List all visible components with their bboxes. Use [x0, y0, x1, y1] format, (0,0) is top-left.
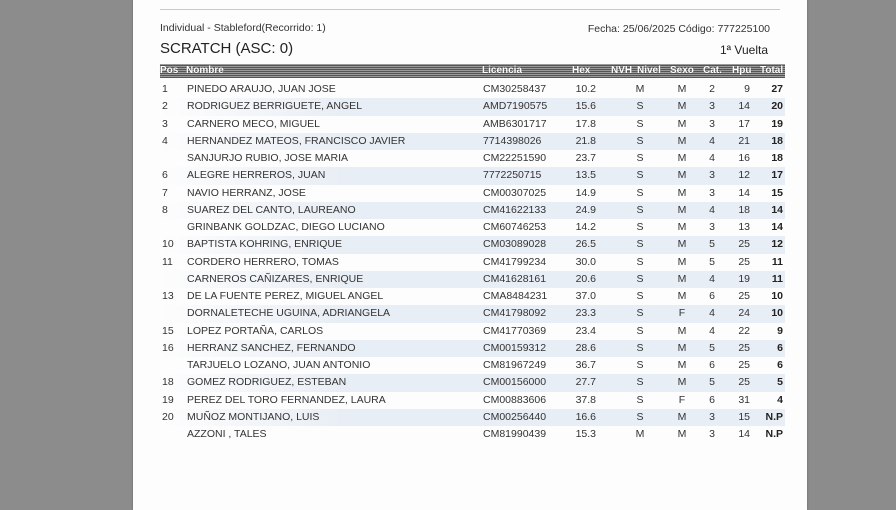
row-sex: M [677, 134, 687, 147]
row-total: 19 [771, 117, 783, 130]
row-level: S [636, 324, 644, 337]
table-row [160, 116, 785, 133]
row-sex: M [677, 341, 687, 354]
table-row [160, 426, 785, 443]
row-position: 10 [162, 238, 174, 251]
row-total: 6 [777, 341, 783, 354]
table-row [160, 150, 785, 167]
row-total: 14 [771, 203, 783, 216]
table-row [160, 271, 785, 288]
row-playing-handicap: 14 [738, 186, 750, 199]
row-level: S [636, 203, 644, 216]
row-handicap-exact: 15.6 [575, 100, 596, 113]
round-label: 1ª Vuelta [719, 43, 768, 57]
row-sex: M [677, 117, 687, 130]
row-sex: M [677, 169, 687, 182]
row-handicap-exact: 23.7 [575, 152, 596, 164]
row-handicap-exact: 27.7 [575, 376, 596, 389]
row-player-name: SUAREZ DEL CANTO, LAUREANO [187, 203, 356, 216]
row-level: S [636, 169, 644, 182]
row-player-name: PEREZ DEL TORO FERNANDEZ, LAURA [187, 393, 386, 406]
row-category: 4 [709, 134, 715, 147]
table-row [160, 392, 785, 409]
row-total: 18 [771, 134, 783, 147]
row-position: 11 [162, 255, 173, 268]
row-handicap-exact: 16.6 [575, 410, 596, 423]
row-sex: M [677, 221, 687, 233]
row-license: AMB6301717 [483, 117, 547, 130]
row-level: S [636, 359, 644, 371]
row-category: 6 [709, 393, 715, 406]
row-playing-handicap: 18 [738, 203, 750, 216]
col-name: Nombre [186, 65, 224, 76]
row-category: 3 [709, 410, 715, 423]
row-player-name: LOPEZ PORTAÑA, CARLOS [187, 324, 324, 337]
row-sex: M [677, 428, 687, 440]
row-level: S [636, 255, 644, 268]
row-category: 6 [709, 359, 715, 371]
row-player-name: ALEGRE HERREROS, JUAN [187, 169, 326, 182]
row-sex: M [677, 290, 687, 302]
row-position: 18 [162, 376, 174, 389]
row-total: 10 [771, 290, 783, 302]
table-row [160, 288, 785, 305]
row-sex: F [678, 307, 686, 320]
row-player-name: NAVIO HERRANZ, JOSE [187, 186, 306, 199]
table-row [160, 81, 785, 98]
col-nvh: NVH [611, 65, 633, 76]
table-header [160, 64, 785, 78]
row-playing-handicap: 25 [738, 290, 750, 302]
row-position: 20 [162, 410, 174, 423]
row-category: 4 [709, 272, 715, 285]
row-category: 3 [709, 169, 715, 182]
row-license: 7772250715 [483, 169, 542, 182]
row-level: S [636, 221, 644, 233]
row-sex: M [677, 272, 687, 285]
row-category: 4 [709, 324, 715, 337]
row-total: 15 [771, 186, 783, 199]
table-row [160, 185, 785, 202]
top-divider [160, 9, 780, 10]
row-playing-handicap: 25 [738, 255, 750, 268]
row-handicap-exact: 13.5 [575, 169, 596, 182]
row-player-name: HERRANZ SANCHEZ, FERNANDO [187, 341, 356, 354]
row-level: S [636, 307, 644, 320]
row-license: CM41628161 [483, 272, 547, 285]
row-license: CM60746253 [483, 221, 547, 233]
col-sex: Sexo [670, 65, 694, 76]
row-handicap-exact: 28.6 [575, 341, 596, 354]
row-level: S [636, 186, 644, 199]
row-player-name: TARJUELO LOZANO, JUAN ANTONIO [187, 359, 371, 371]
row-level: S [636, 134, 644, 147]
row-player-name: RODRIGUEZ BERRIGUETE, ANGEL [187, 100, 363, 113]
row-total: N.P [765, 410, 783, 423]
row-level: S [636, 100, 644, 113]
row-player-name: GOMEZ RODRIGUEZ, ESTEBAN [187, 376, 347, 389]
row-total: 14 [771, 221, 783, 233]
row-playing-handicap: 16 [738, 152, 750, 164]
row-license: CM81990439 [483, 428, 547, 440]
row-player-name: CARNERO MECO, MIGUEL [187, 117, 321, 130]
row-handicap-exact: 23.4 [575, 324, 596, 337]
row-license: CM00883606 [483, 393, 547, 406]
row-player-name: AZZONI , TALES [187, 428, 267, 440]
row-sex: M [677, 255, 687, 268]
row-total: 5 [777, 376, 783, 389]
table-row [160, 254, 785, 271]
row-total: 27 [771, 83, 783, 95]
row-sex: M [677, 324, 687, 337]
table-row [160, 409, 785, 426]
row-handicap-exact: 14.9 [575, 186, 596, 199]
row-license: CM81967249 [483, 359, 547, 371]
col-level: Nivel [637, 65, 661, 76]
table-row [160, 236, 785, 253]
row-sex: M [677, 238, 687, 251]
table-row [160, 340, 785, 357]
row-handicap-exact: 21.8 [575, 134, 596, 147]
row-level: S [636, 393, 644, 406]
row-handicap-exact: 23.3 [575, 307, 596, 320]
row-handicap-exact: 20.6 [575, 272, 596, 285]
row-handicap-exact: 15.3 [575, 428, 596, 440]
row-license: CM41798092 [483, 307, 547, 320]
row-player-name: DORNALETECHE UGUINA, ADRIANGELA [187, 307, 391, 320]
row-position: 3 [162, 117, 168, 130]
table-row [160, 323, 785, 340]
row-playing-handicap: 14 [738, 100, 750, 113]
row-playing-handicap: 12 [738, 169, 750, 182]
table-row [160, 202, 785, 219]
row-total: 11 [771, 272, 783, 285]
row-total: 20 [771, 100, 783, 113]
row-total: 4 [777, 393, 783, 406]
row-total: 12 [771, 238, 783, 251]
row-level: S [636, 290, 644, 302]
row-total: 18 [771, 152, 783, 164]
row-player-name: CORDERO HERRERO, TOMAS [187, 255, 339, 268]
row-playing-handicap: 15 [738, 410, 750, 423]
row-level: M [635, 83, 645, 95]
results-table [160, 81, 785, 443]
col-license: Licencia [482, 65, 523, 76]
row-level: S [636, 117, 644, 130]
row-playing-handicap: 13 [738, 221, 750, 233]
row-playing-handicap: 25 [738, 341, 750, 354]
row-position: 8 [162, 203, 168, 216]
table-row [160, 219, 785, 236]
row-player-name: SANJURJO RUBIO, JOSE MARIA [187, 152, 349, 164]
row-category: 5 [709, 238, 715, 251]
row-category: 6 [709, 290, 715, 302]
row-total: 17 [771, 169, 783, 182]
row-license: CM22251590 [483, 152, 547, 164]
row-license: CM00307025 [483, 186, 547, 199]
row-player-name: DE LA FUENTE PEREZ, MIGUEL ANGEL [187, 290, 384, 302]
row-playing-handicap: 19 [738, 272, 750, 285]
table-row [160, 357, 785, 374]
row-level: S [636, 376, 644, 389]
date-code: Fecha: 25/06/2025 Código: 777225100 [587, 23, 770, 35]
row-level: S [636, 238, 644, 251]
row-player-name: MUÑOZ MONTIJANO, LUIS [187, 410, 320, 423]
row-handicap-exact: 36.7 [575, 359, 596, 371]
row-position: 6 [162, 169, 168, 182]
row-player-name: BAPTISTA KOHRING, ENRIQUE [187, 238, 342, 251]
row-playing-handicap: 21 [738, 134, 750, 147]
table-row [160, 133, 785, 150]
row-sex: M [677, 376, 687, 389]
row-playing-handicap: 17 [738, 117, 750, 130]
row-sex: M [677, 83, 687, 95]
row-level: S [636, 410, 644, 423]
row-level: M [635, 428, 645, 440]
row-handicap-exact: 14.2 [575, 221, 596, 233]
row-playing-handicap: 25 [738, 238, 750, 251]
row-category: 4 [709, 152, 715, 164]
row-playing-handicap: 22 [738, 324, 750, 337]
row-category: 5 [709, 255, 715, 268]
row-category: 3 [709, 428, 715, 440]
row-total: 9 [777, 324, 783, 337]
row-handicap-exact: 37.0 [575, 290, 596, 302]
col-pos: Pos [160, 65, 179, 76]
row-license: CM03089028 [483, 238, 547, 251]
row-category: 5 [709, 376, 715, 389]
row-playing-handicap: 31 [738, 393, 750, 406]
row-category: 2 [709, 83, 715, 95]
row-category: 3 [709, 100, 715, 113]
row-total: N.P [765, 428, 783, 440]
table-row [160, 305, 785, 322]
row-level: S [636, 152, 644, 164]
row-license: CMA8484231 [483, 290, 548, 302]
col-hpu: Hpu [732, 65, 752, 76]
row-sex: M [677, 100, 687, 113]
table-row [160, 98, 785, 115]
row-position: 2 [162, 100, 168, 113]
results-sheet [133, 0, 807, 510]
table-row [160, 374, 785, 391]
row-license: 7714398026 [483, 134, 542, 147]
col-total: Total [760, 65, 784, 76]
row-handicap-exact: 17.8 [575, 117, 596, 130]
row-player-name: CARNEROS CAÑIZARES, ENRIQUE [187, 272, 364, 285]
row-category: 5 [709, 341, 715, 354]
row-license: CM30258437 [483, 83, 547, 95]
row-playing-handicap: 9 [744, 83, 750, 95]
row-license: AMD7190575 [483, 100, 548, 113]
row-player-name: HERNANDEZ MATEOS, FRANCISCO JAVIER [187, 134, 406, 147]
row-category: 4 [709, 203, 715, 216]
table-row [160, 167, 785, 184]
row-license: CM41622133 [483, 203, 547, 216]
row-sex: M [677, 410, 687, 423]
row-total: 6 [777, 359, 783, 371]
row-total: 11 [771, 255, 783, 268]
row-sex: M [677, 359, 687, 371]
row-sex: M [677, 203, 687, 216]
row-position: 19 [162, 393, 174, 406]
row-handicap-exact: 37.8 [575, 393, 596, 406]
row-position: 16 [162, 341, 174, 354]
row-position: 7 [162, 186, 168, 199]
row-category: 3 [709, 221, 715, 233]
competition-type: Individual - Stableford(Recorrido: 1) [160, 22, 326, 34]
row-position: 13 [162, 290, 174, 302]
row-sex: M [677, 186, 687, 199]
row-playing-handicap: 25 [738, 359, 750, 371]
row-level: S [636, 341, 644, 354]
row-player-name: GRINBANK GOLDZAC, DIEGO LUCIANO [187, 221, 385, 233]
row-playing-handicap: 24 [738, 307, 750, 320]
row-category: 4 [709, 307, 715, 320]
row-position: 4 [162, 134, 168, 147]
row-position: 1 [162, 83, 168, 95]
row-player-name: PINEDO ARAUJO, JUAN JOSE [187, 83, 336, 95]
row-license: CM00156000 [483, 376, 547, 389]
col-cat: Cat. [703, 65, 722, 76]
row-handicap-exact: 10.2 [575, 83, 596, 95]
row-handicap-exact: 24.9 [575, 203, 596, 216]
row-category: 3 [709, 186, 715, 199]
row-playing-handicap: 14 [738, 428, 750, 440]
row-sex: M [677, 152, 687, 164]
row-position: 15 [162, 324, 174, 337]
row-sex: F [678, 393, 686, 406]
row-category: 3 [709, 117, 715, 130]
row-license: CM00256440 [483, 410, 547, 423]
page-title: SCRATCH (ASC: 0) [160, 40, 294, 57]
row-total: 10 [771, 307, 783, 320]
col-hex: Hex [572, 65, 591, 76]
row-license: CM41770369 [483, 324, 547, 337]
row-handicap-exact: 26.5 [575, 238, 596, 251]
row-license: CM41799234 [483, 255, 547, 268]
row-playing-handicap: 25 [738, 376, 750, 389]
row-handicap-exact: 30.0 [575, 255, 596, 268]
row-level: S [636, 272, 644, 285]
row-license: CM00159312 [483, 341, 547, 354]
